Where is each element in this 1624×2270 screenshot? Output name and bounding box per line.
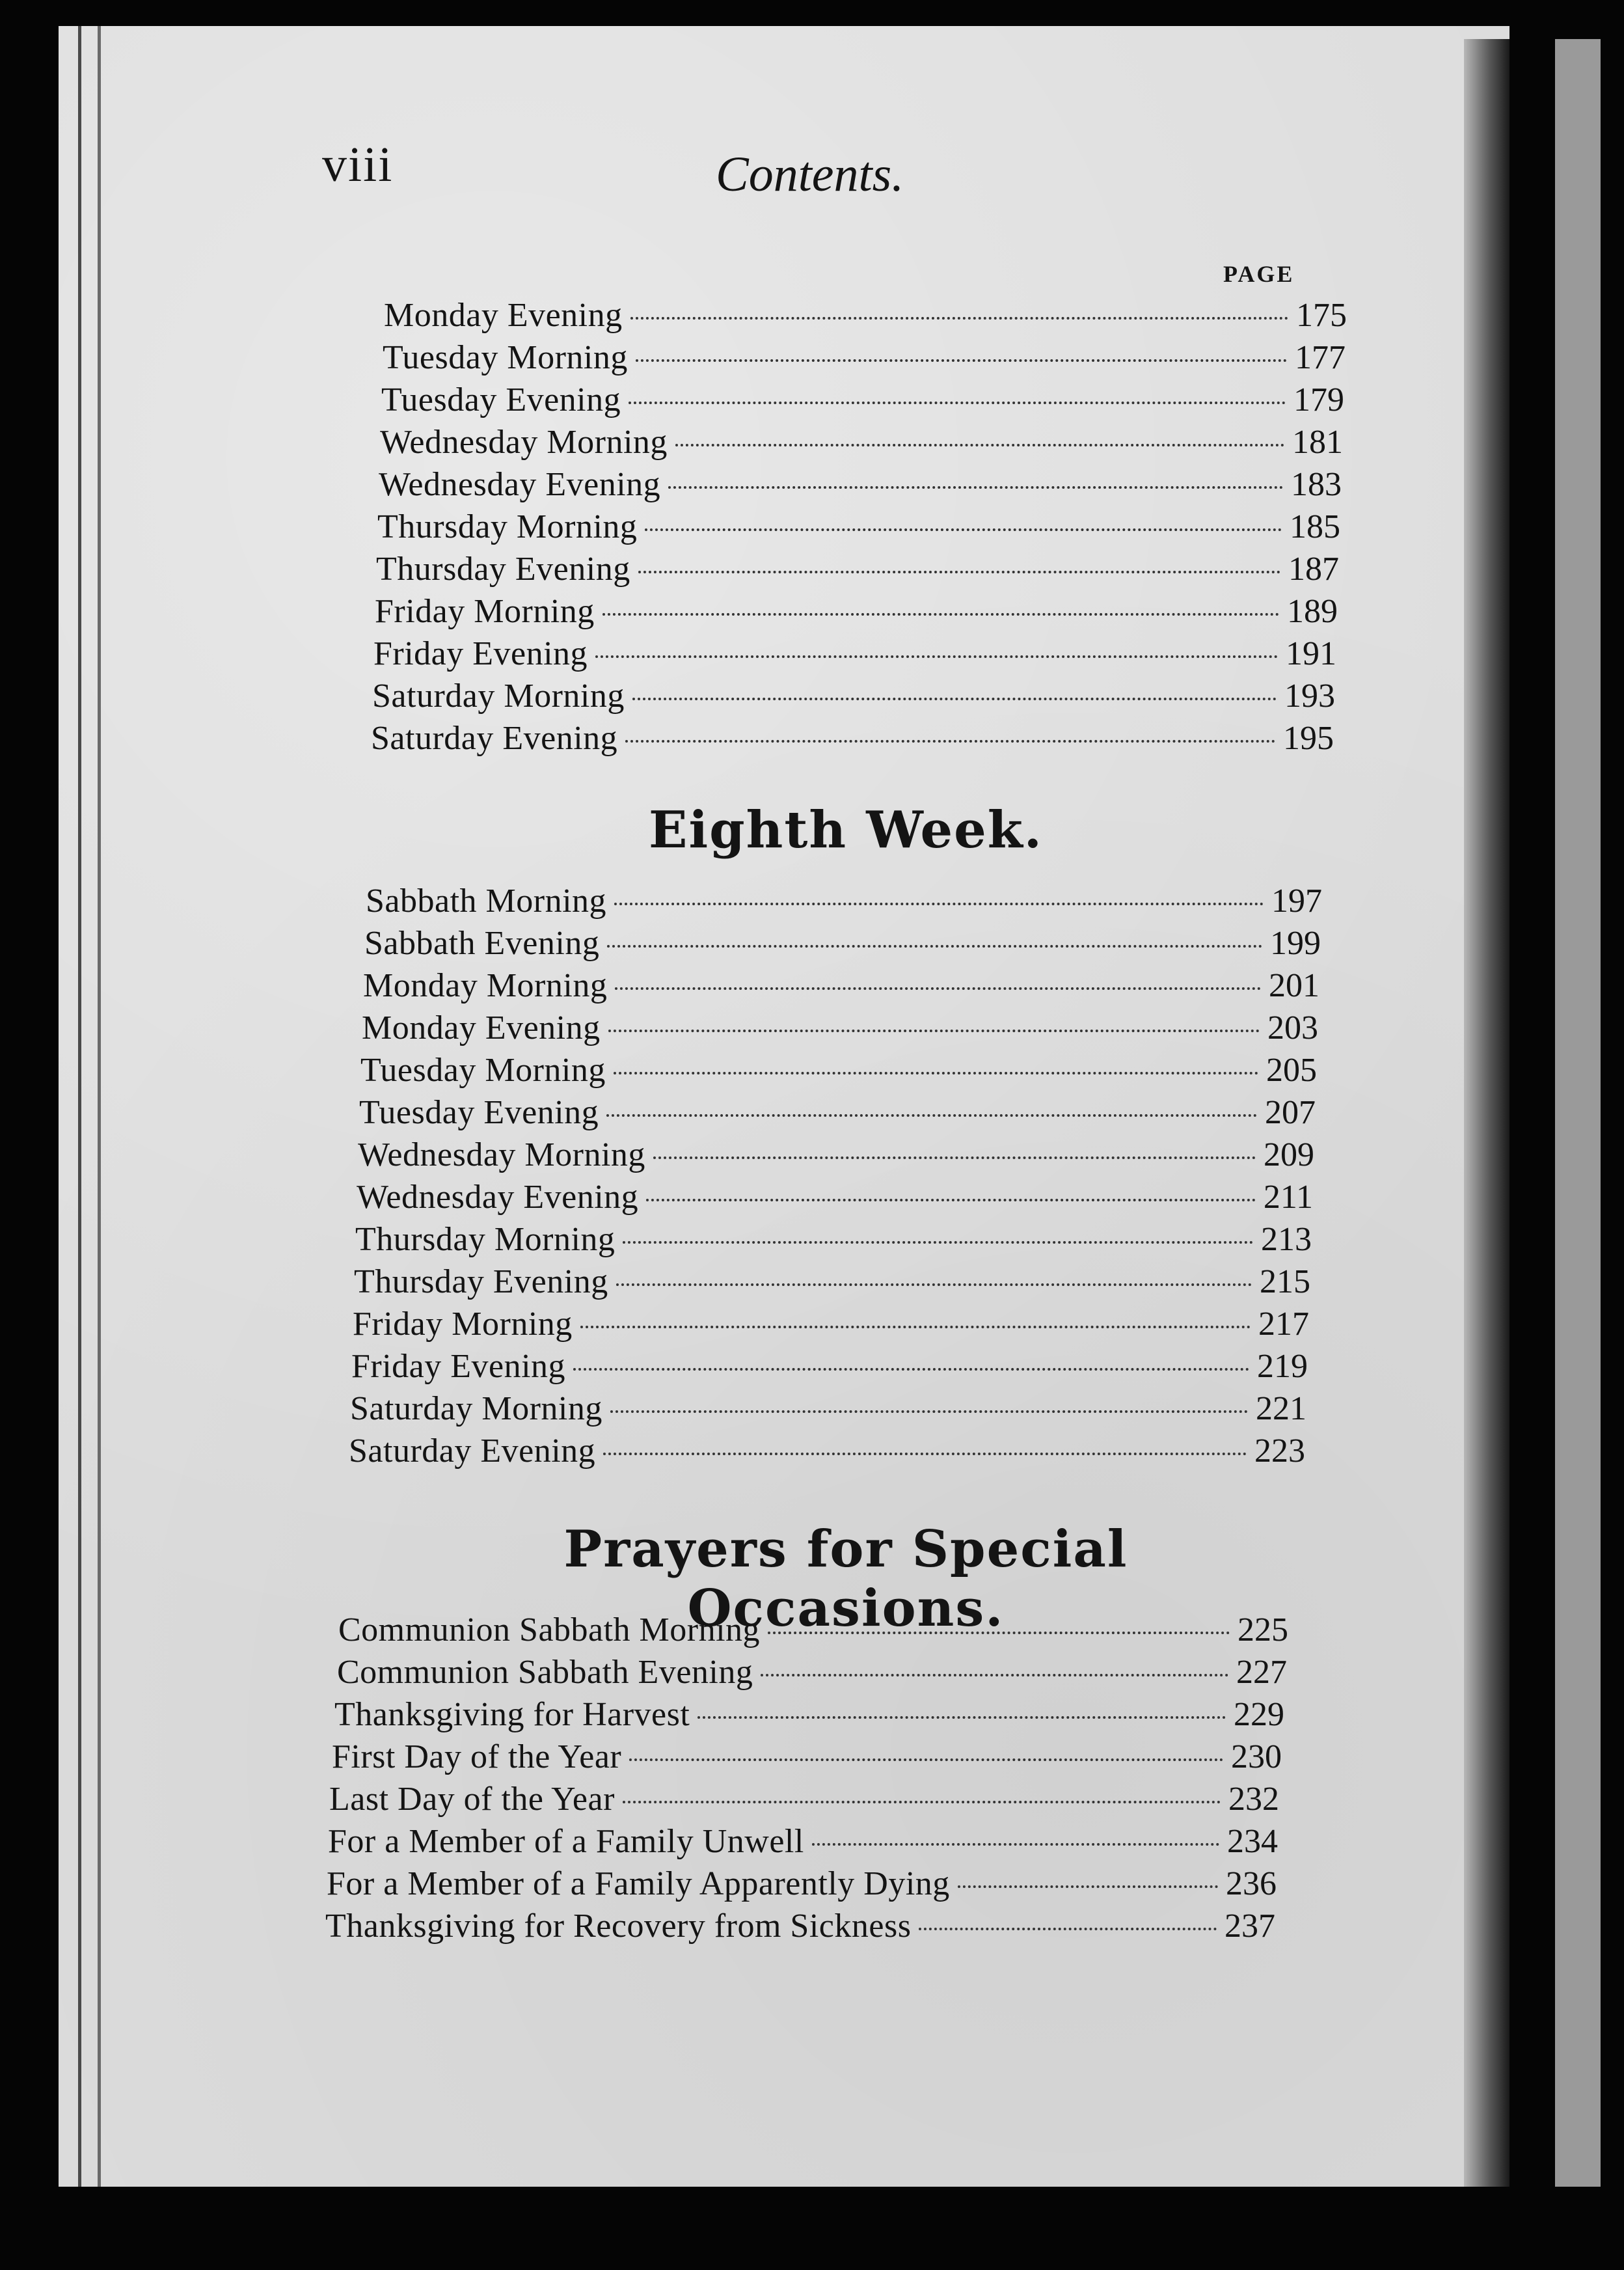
contents-entry [353,1305,1309,1344]
entry-title: Thanksgiving for Harvest [334,1696,690,1733]
dot-leader [761,1674,1228,1676]
dot-leader [675,444,1284,446]
entry-title: Wednesday Morning [380,424,668,461]
entry-title: Tuesday Morning [360,1052,606,1089]
entry-page: 211 [1263,1179,1313,1216]
dot-leader [646,1199,1256,1201]
entry-page: 215 [1260,1263,1310,1300]
dot-leader [629,402,1286,404]
entry-title: Thursday Evening [354,1263,608,1300]
entry-title: Thursday Morning [377,508,638,545]
contents-entry [328,1822,1278,1861]
running-title: Contents. [716,147,904,202]
contents-entry [360,1051,1317,1090]
entry-page: 232 [1228,1781,1279,1818]
entry-page: 237 [1225,1908,1275,1945]
contents-entry [337,1653,1287,1692]
entry-page: 187 [1288,551,1339,588]
entry-title: Tuesday Morning [383,339,628,376]
entry-page: 175 [1296,297,1347,334]
entry-page: 234 [1227,1823,1278,1860]
contents-entry [380,423,1343,462]
contents-entry [366,882,1322,921]
dot-leader [958,1885,1218,1888]
contents-entry [377,508,1340,547]
dot-leader [768,1632,1230,1634]
contents-entry [381,381,1344,420]
entry-page: 213 [1261,1221,1312,1258]
entry-title: Tuesday Evening [381,381,621,418]
entry-page: 183 [1291,466,1342,503]
entry-page: 185 [1290,508,1340,545]
entry-page: 189 [1287,593,1338,630]
contents-entry [327,1865,1277,1904]
entry-page: 179 [1293,381,1344,418]
dot-leader [616,1283,1252,1286]
contents-entry [373,635,1336,674]
contents-entry [376,550,1339,589]
section-heading: Eighth Week. [649,800,1043,860]
contents-entry [332,1738,1282,1777]
entry-page: 205 [1266,1052,1317,1089]
entry-page: 217 [1258,1306,1309,1343]
dot-leader [636,359,1287,362]
entry-page: 201 [1269,967,1320,1004]
contents-entry [364,924,1321,963]
dot-leader [629,1758,1223,1761]
entry-page: 229 [1234,1696,1284,1733]
dot-leader [630,317,1288,320]
dot-leader [603,1453,1247,1455]
contents-entry [379,465,1342,504]
dot-leader [607,945,1262,948]
contents-entry [362,1009,1318,1048]
contents-entry [363,966,1320,1005]
entry-title: Wednesday Evening [357,1179,639,1216]
contents-entry [350,1389,1306,1429]
dot-leader [632,698,1277,700]
entry-title: Last Day of the Year [329,1781,615,1818]
contents-entry [338,1611,1288,1650]
entry-title: Friday Morning [375,593,595,630]
entry-page: 199 [1270,925,1321,962]
entry-page: 203 [1267,1009,1318,1046]
dot-leader [623,1801,1221,1803]
dot-leader [573,1368,1249,1371]
entry-page: 219 [1257,1348,1308,1385]
entry-page: 193 [1284,677,1335,715]
dot-leader [614,1072,1258,1074]
entry-title: Thursday Morning [355,1221,616,1258]
entry-title: For a Member of a Family Apparently Dying [327,1865,950,1902]
contents-entry [355,1220,1312,1259]
contents-entry [375,592,1338,631]
entry-page: 177 [1295,339,1346,376]
dot-leader [812,1843,1219,1846]
section-heading: Prayers for Special Occasions. [563,1520,1128,1638]
dot-leader [610,1410,1248,1413]
dot-leader [638,571,1280,573]
entry-title: Saturday Evening [349,1432,596,1470]
dot-leader [668,486,1283,489]
dot-leader [653,1156,1256,1159]
entry-title: Communion Sabbath Evening [337,1654,753,1691]
dot-leader [614,903,1264,905]
dot-leader [623,1241,1253,1244]
contents-entry [359,1093,1316,1132]
dot-leader [580,1326,1251,1328]
contents-entry [349,1432,1305,1471]
entry-title: Monday Evening [362,1009,601,1046]
entry-title: Thursday Evening [376,551,630,588]
entry-page: 223 [1254,1432,1305,1470]
page-folio: viii [322,137,394,192]
dot-leader [608,1030,1260,1032]
entry-page: 197 [1271,882,1322,920]
entry-title: Wednesday Morning [358,1136,645,1173]
entry-title: Communion Sabbath Morning [338,1611,761,1648]
entry-title: Saturday Morning [372,677,625,715]
entry-title: Thanksgiving for Recovery from Sickness [325,1908,912,1945]
dot-leader [595,655,1278,658]
contents-entry [384,296,1347,335]
contents-entry [329,1780,1279,1819]
contents-entry [351,1347,1308,1386]
entry-title: Friday Evening [351,1348,566,1385]
contents-entry [371,719,1334,758]
dot-leader [625,740,1275,743]
dot-leader [615,987,1261,990]
contents-entry [354,1263,1310,1302]
contents-entry [358,1136,1314,1175]
contents-entry [334,1695,1284,1734]
contents-entry [383,338,1346,377]
entry-title: Saturday Morning [350,1390,602,1427]
entry-title: Saturday Evening [371,720,618,757]
entry-page: 195 [1283,720,1334,757]
entry-page: 225 [1238,1611,1288,1648]
entry-page: 191 [1286,635,1336,672]
entry-page: 236 [1226,1865,1277,1902]
entry-title: First Day of the Year [332,1738,622,1775]
contents-entry [325,1907,1275,1946]
entry-page: 227 [1236,1654,1287,1691]
entry-title: Monday Morning [363,967,608,1004]
entry-page: 230 [1231,1738,1282,1775]
entry-page: 209 [1264,1136,1314,1173]
entry-title: Wednesday Evening [379,466,661,503]
entry-title: Monday Evening [384,297,623,334]
entry-title: For a Member of a Family Unwell [328,1823,804,1860]
entry-title: Tuesday Evening [359,1094,599,1131]
entry-page: 221 [1256,1390,1306,1427]
dot-leader [919,1928,1217,1930]
contents-entry [357,1178,1313,1217]
page-column-label: PAGE [1223,261,1295,287]
entry-title: Friday Morning [353,1306,573,1343]
dot-leader [697,1716,1226,1719]
entry-title: Sabbath Evening [364,925,600,962]
contents-entry [372,677,1335,716]
entry-title: Sabbath Morning [366,882,607,920]
entry-page: 207 [1265,1094,1316,1131]
dot-leader [645,528,1282,531]
entry-title: Friday Evening [373,635,588,672]
dot-leader [602,613,1279,616]
entry-page: 181 [1292,424,1343,461]
dot-leader [606,1114,1257,1117]
